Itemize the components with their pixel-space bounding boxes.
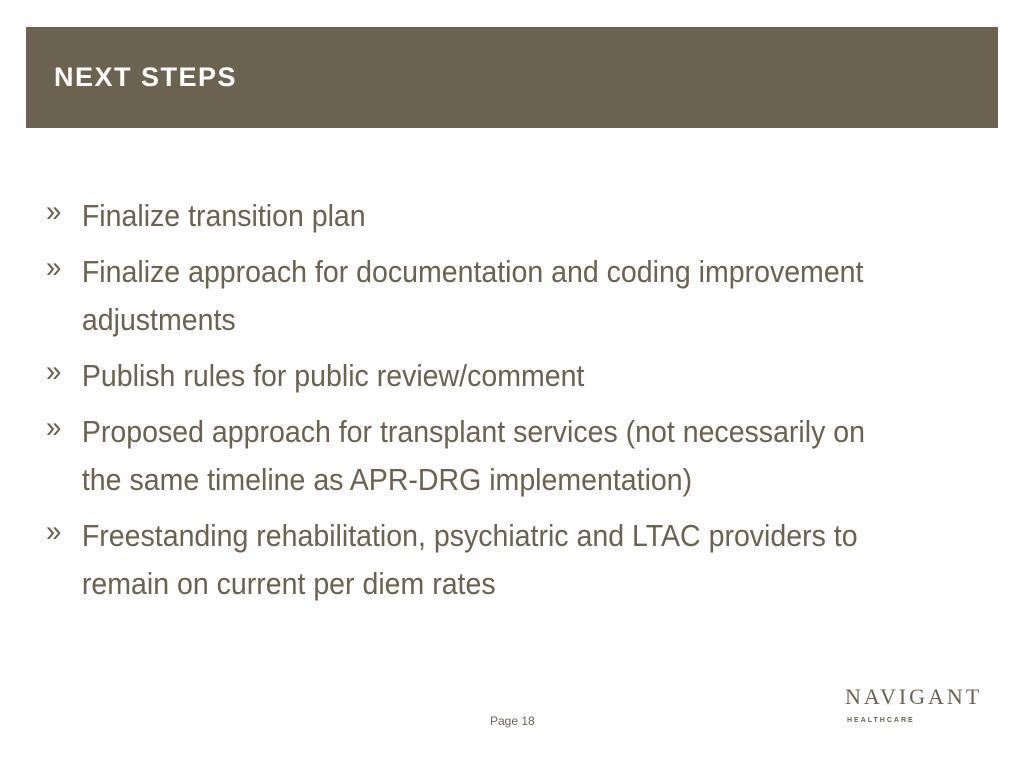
bullet-text: Publish rules for public review/comment <box>81 358 585 393</box>
bullet-list <box>46 192 966 616</box>
bullet-item <box>46 512 892 608</box>
bullet-marker-icon: » <box>46 251 62 284</box>
bullet-item <box>46 248 892 344</box>
bullet-marker-icon: » <box>46 411 62 444</box>
navigant-logo <box>845 684 983 730</box>
bullet-item <box>46 192 892 240</box>
page-number: Page 18 <box>490 714 535 728</box>
bullet-marker-icon: » <box>46 195 62 228</box>
title-bar <box>26 27 998 128</box>
bullet-text: Freestanding rehabilitation, psychiatric and LTAC providers to remain on current per diem rates <box>81 518 858 601</box>
logo-name: NAVIGANT <box>845 684 983 709</box>
bullet-marker-icon: » <box>46 355 62 388</box>
bullet-text: Finalize approach for documentation and coding improvement adjustments <box>81 254 864 337</box>
slide-title: NEXT STEPS <box>54 62 238 92</box>
bullet-text: Proposed approach for transplant services (not necessarily on the same timeline as APR-DRG implementation) <box>81 414 866 497</box>
bullet-item <box>46 352 892 400</box>
bullet-marker-icon: » <box>46 515 62 548</box>
logo-tagline: HEALTHCARE <box>847 717 915 724</box>
bullet-text: Finalize transition plan <box>81 198 366 233</box>
bullet-item <box>46 408 892 504</box>
